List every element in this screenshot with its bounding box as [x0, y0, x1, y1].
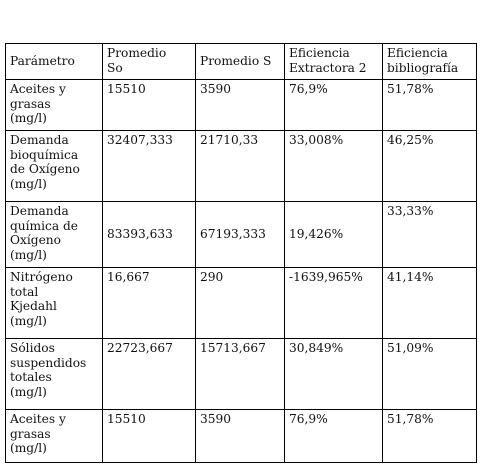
table-row — [6, 131, 477, 202]
parameters-table — [5, 43, 477, 463]
cell-promedio-s: 3590 — [196, 80, 285, 131]
cell-parametro: Nitrógeno total Kjedahl (mg/l) — [6, 268, 103, 339]
table-row — [6, 202, 477, 268]
cell-promedio-so: 32407,333 — [103, 131, 196, 202]
cell-promedio-so: 15510 — [103, 410, 196, 463]
cell-eficiencia-extractora: 30,849% — [285, 339, 383, 410]
table-row — [6, 410, 477, 463]
cell-parametro: Demanda bioquímica de Oxígeno (mg/l) — [6, 131, 103, 202]
cell-parametro: Aceites y grasas (mg/l) — [6, 80, 103, 131]
cell-parametro: Aceites y grasas (mg/l) — [6, 410, 103, 463]
cell-eficiencia-bibliografia: 41,14% — [383, 268, 477, 339]
cell-promedio-s: 21710,33 — [196, 131, 285, 202]
cell-promedio-so: 83393,633 — [103, 202, 196, 268]
header-promedio-so: Promedio So — [103, 44, 196, 80]
header-parametro: Parámetro — [6, 44, 103, 80]
header-eficiencia-extractora: Eficiencia Extractora 2 — [285, 44, 383, 80]
table-row — [6, 268, 477, 339]
cell-eficiencia-bibliografia: 33,33% — [383, 202, 477, 268]
cell-eficiencia-bibliografia: 51,78% — [383, 410, 477, 463]
cell-promedio-s: 3590 — [196, 410, 285, 463]
header-eficiencia-bibliografia: Eficiencia bibliografía — [383, 44, 477, 80]
header-promedio-s: Promedio S — [196, 44, 285, 80]
cell-promedio-so: 22723,667 — [103, 339, 196, 410]
cell-promedio-so: 16,667 — [103, 268, 196, 339]
cell-parametro: Demanda química de Oxígeno (mg/l) — [6, 202, 103, 268]
table-row — [6, 339, 477, 410]
cell-eficiencia-extractora: 33,008% — [285, 131, 383, 202]
cell-eficiencia-extractora: -1639,965% — [285, 268, 383, 339]
cell-eficiencia-extractora: 76,9% — [285, 410, 383, 463]
cell-eficiencia-extractora: 19,426% — [285, 202, 383, 268]
cell-promedio-s: 15713,667 — [196, 339, 285, 410]
cell-eficiencia-extractora: 76,9% — [285, 80, 383, 131]
cell-promedio-so: 15510 — [103, 80, 196, 131]
cell-eficiencia-bibliografia: 51,78% — [383, 80, 477, 131]
cell-eficiencia-bibliografia: 51,09% — [383, 339, 477, 410]
cell-promedio-s: 67193,333 — [196, 202, 285, 268]
cell-promedio-s: 290 — [196, 268, 285, 339]
cell-eficiencia-bibliografia: 46,25% — [383, 131, 477, 202]
cell-parametro: Sólidos suspendidos totales (mg/l) — [6, 339, 103, 410]
table-header-row — [6, 44, 477, 80]
table-row — [6, 80, 477, 131]
